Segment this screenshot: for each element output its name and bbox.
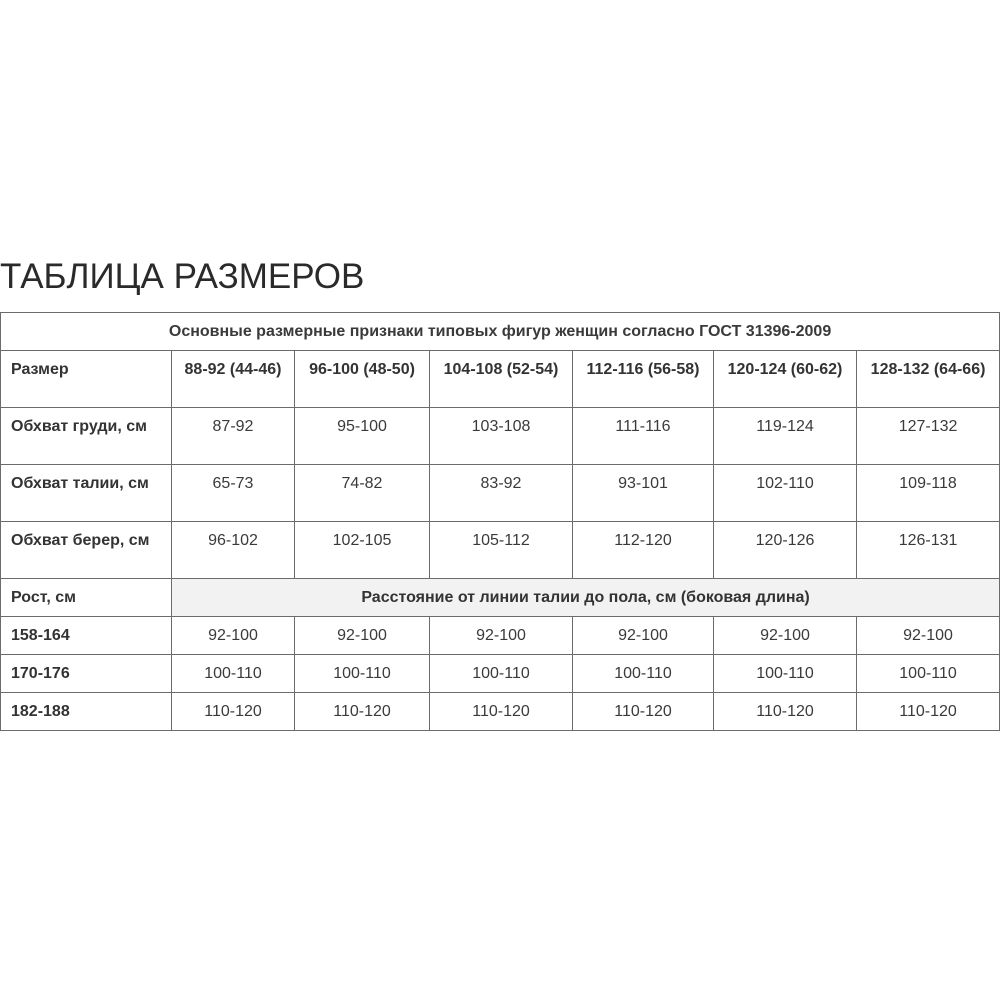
- table-cell: 103-108: [430, 408, 573, 465]
- size-column-header: 112-116 (56-58): [573, 351, 714, 408]
- table-cell: 119-124: [714, 408, 857, 465]
- row-label: Обхват талии, см: [1, 465, 172, 522]
- table-cell: 65-73: [172, 465, 295, 522]
- table-cell: 109-118: [857, 465, 1000, 522]
- row-label: Обхват берер, см: [1, 522, 172, 579]
- size-table: [0, 312, 1000, 731]
- table-row: [1, 617, 1000, 655]
- table-cell: 127-132: [857, 408, 1000, 465]
- header-label: Размер: [1, 351, 172, 408]
- size-column-header: 88-92 (44-46): [172, 351, 295, 408]
- table-cell: 100-110: [430, 655, 573, 693]
- table-cell: 110-120: [857, 693, 1000, 731]
- table-cell: 87-92: [172, 408, 295, 465]
- table-cell: 96-102: [172, 522, 295, 579]
- table-row: [1, 522, 1000, 579]
- table-cell: 111-116: [573, 408, 714, 465]
- size-column-header: 96-100 (48-50): [295, 351, 430, 408]
- table-cell: 120-126: [714, 522, 857, 579]
- table-cell: 105-112: [430, 522, 573, 579]
- table-row: [1, 655, 1000, 693]
- caption-row: [1, 313, 1000, 351]
- table-cell: 110-120: [714, 693, 857, 731]
- table-row: [1, 465, 1000, 522]
- table-cell: 110-120: [295, 693, 430, 731]
- table-cell: 95-100: [295, 408, 430, 465]
- row-label: 158-164: [1, 617, 172, 655]
- table-cell: 74-82: [295, 465, 430, 522]
- table-cell: 83-92: [430, 465, 573, 522]
- height-section-row: [1, 579, 1000, 617]
- table-cell: 92-100: [714, 617, 857, 655]
- table-cell: 92-100: [430, 617, 573, 655]
- table-cell: 93-101: [573, 465, 714, 522]
- table-cell: 110-120: [172, 693, 295, 731]
- table-cell: 100-110: [857, 655, 1000, 693]
- table-cell: 102-110: [714, 465, 857, 522]
- table-cell: 126-131: [857, 522, 1000, 579]
- table-cell: 102-105: [295, 522, 430, 579]
- table-cell: 110-120: [430, 693, 573, 731]
- table-cell: 92-100: [295, 617, 430, 655]
- table-cell: 100-110: [295, 655, 430, 693]
- table-cell: 92-100: [857, 617, 1000, 655]
- table-row: [1, 693, 1000, 731]
- table-cell: 100-110: [573, 655, 714, 693]
- row-label: 170-176: [1, 655, 172, 693]
- size-column-header: 128-132 (64-66): [857, 351, 1000, 408]
- height-section-label: Рост, см: [1, 579, 172, 617]
- table-cell: 92-100: [573, 617, 714, 655]
- table-row: [1, 408, 1000, 465]
- table-caption: Основные размерные признаки типовых фигур женщин согласно ГОСТ 31396-2009: [1, 313, 1000, 351]
- table-cell: 110-120: [573, 693, 714, 731]
- size-column-header: 104-108 (52-54): [430, 351, 573, 408]
- page-title: ТАБЛИЦА РАЗМЕРОВ: [0, 257, 365, 296]
- side-length-label: Расстояние от линии талии до пола, см (боковая длина): [172, 579, 1000, 617]
- row-label: Обхват груди, см: [1, 408, 172, 465]
- size-column-header: 120-124 (60-62): [714, 351, 857, 408]
- row-label: 182-188: [1, 693, 172, 731]
- table-cell: 100-110: [714, 655, 857, 693]
- table-cell: 100-110: [172, 655, 295, 693]
- table-cell: 92-100: [172, 617, 295, 655]
- table-cell: 112-120: [573, 522, 714, 579]
- header-row: [1, 351, 1000, 408]
